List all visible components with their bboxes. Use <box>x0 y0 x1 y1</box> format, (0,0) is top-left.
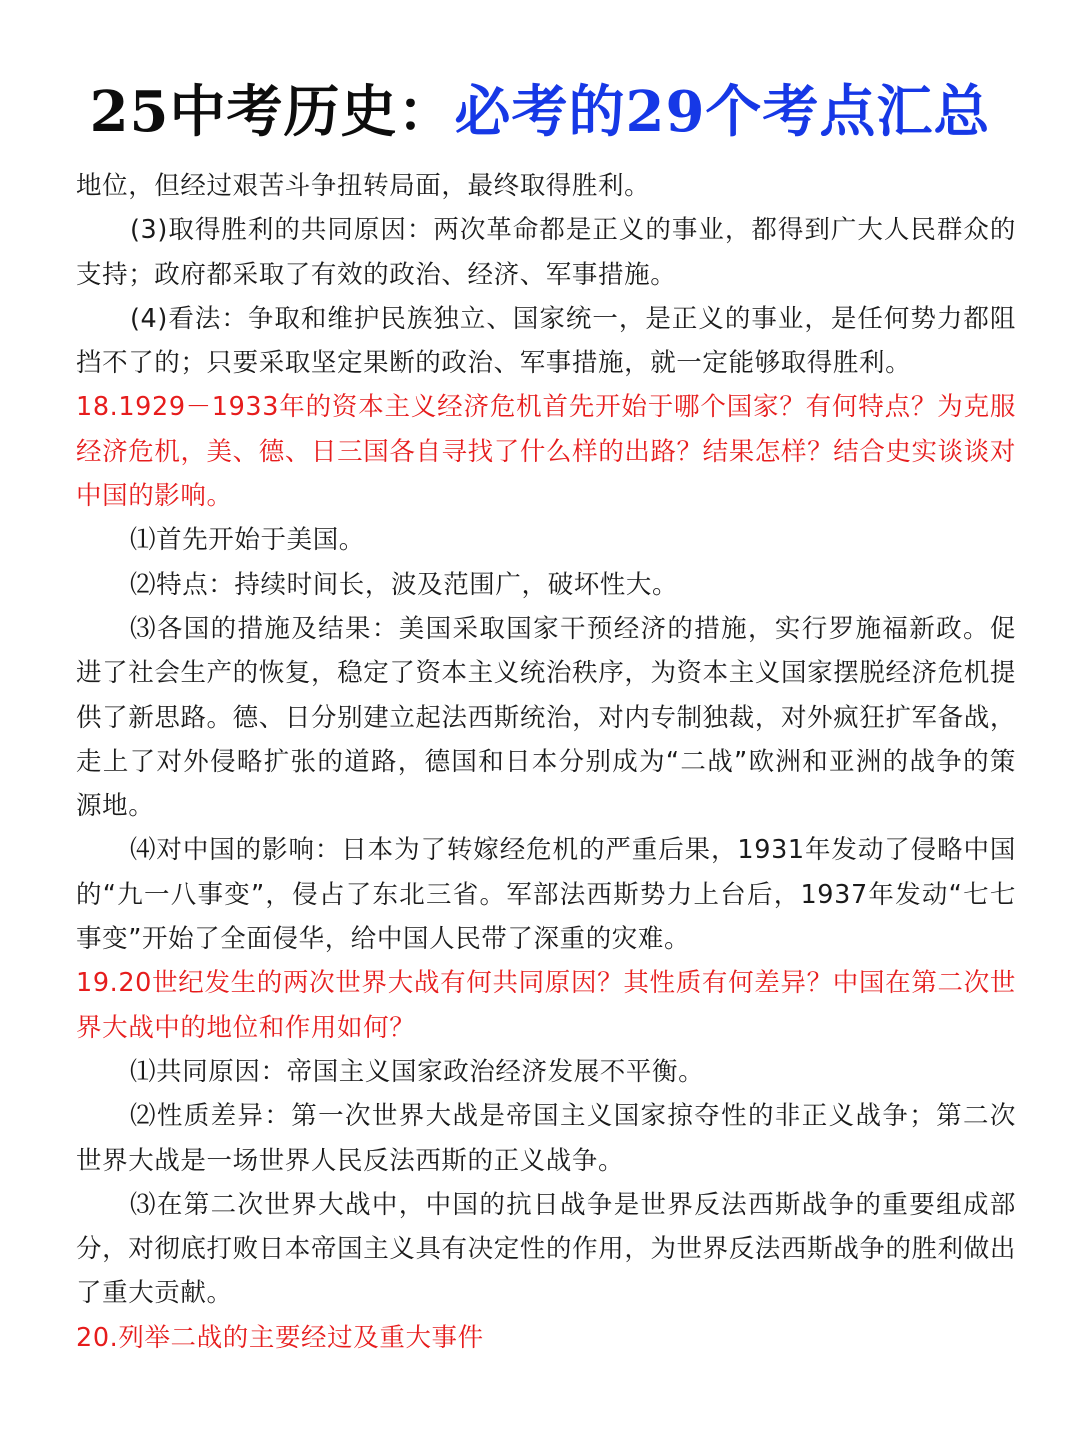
question-paragraph: 19.20世纪发生的两次世界大战有何共同原因？其性质有何差异？中国在第二次世界大战中的地位和作用如何？ <box>76 968 1016 1043</box>
answer-paragraph: ⑶在第二次世界大战中，中国的抗日战争是世界反法西斯战争的重要组成部分，对彻底打败日本帝国主义具有决定性的作用，为世界反法西斯战争的胜利做出了重大贡献。 <box>76 1189 1016 1309</box>
answer-paragraph: ⑶各国的措施及结果：美国采取国家干预经济的措施，实行罗施福新政。促进了社会生产的恢复，稳定了资本主义统治秩序，为资本主义国家摆脱经济危机提供了新思路。德、日分别建立起法西斯统治，对内专制独裁，对外疯狂扩军备战，走上了对外侵略扩张的道路，德国和日本分别成为“二战”欧洲和亚洲的战争的策源地。 <box>76 613 1016 822</box>
document-body <box>76 164 1016 1360</box>
answer-paragraph: ⑵性质差异：第一次世界大战是帝国主义国家掠夺性的非正义战争；第二次世界大战是一场世界人民反法西斯的正义战争。 <box>76 1101 1016 1176</box>
title-prefix: 25中考历史： <box>89 79 455 145</box>
answer-paragraph: ⑴共同原因：帝国主义国家政治经济发展不平衡。 <box>130 1056 705 1087</box>
page-title <box>0 72 1080 152</box>
title-highlight: 必考的29个考点汇总 <box>454 79 991 145</box>
answer-paragraph: ⑷对中国的影响：日本为了转嫁经危机的严重后果，1931年发动了侵略中国的“九一八事变”，侵占了东北三省。军部法西斯势力上台后，1937年发动“七七事变”开始了全面侵华，给中国人民带了深重的灾难。 <box>76 835 1016 955</box>
answer-paragraph: (4)看法：争取和维护民族独立、国家统一，是正义的事业，是任何势力都阻挡不了的；只要采取坚定果断的政治、军事措施，就一定能够取得胜利。 <box>76 303 1016 379</box>
question-paragraph: 20.列举二战的主要经过及重大事件 <box>76 1322 484 1353</box>
answer-paragraph: 地位，但经过艰苦斗争扭转局面，最终取得胜利。 <box>76 171 651 201</box>
answer-paragraph: (3)取得胜利的共同原因：两次革命都是正义的事业，都得到广大人民群众的支持；政府都采取了有效的政治、经济、军事措施。 <box>76 215 1016 290</box>
answer-paragraph: ⑴首先开始于美国。 <box>130 525 365 556</box>
answer-paragraph: ⑵特点：持续时间长，波及范围广，破坏性大。 <box>130 569 679 600</box>
question-paragraph: 18.1929－1933年的资本主义经济危机首先开始于哪个国家？有何特点？为克服经济危机，美、德、日三国各自寻找了什么样的出路？结果怎样？结合史实谈谈对中国的影响。 <box>76 392 1016 512</box>
